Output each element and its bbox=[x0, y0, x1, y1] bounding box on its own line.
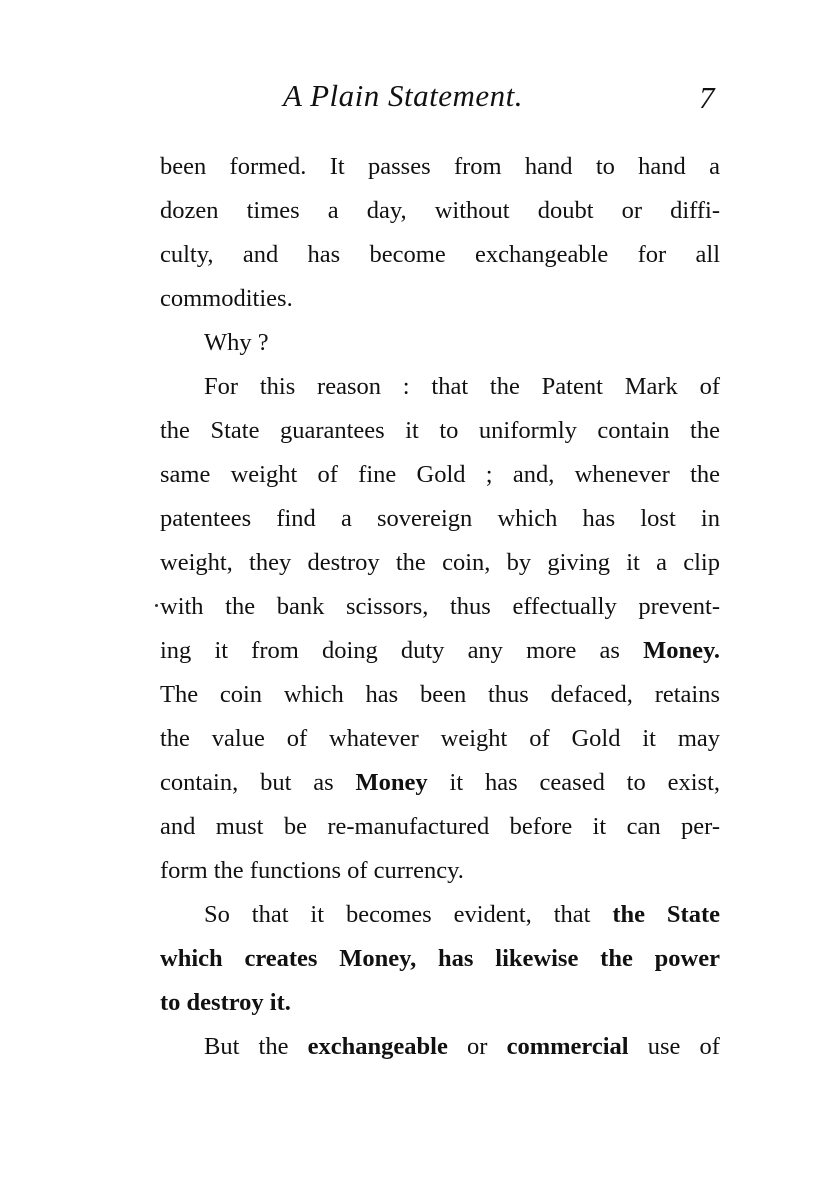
text-run: weight, they destroy the coin, by giving it a clip bbox=[160, 549, 720, 576]
text-line bbox=[160, 409, 720, 453]
bold-text-run: which creates Money, has likewise the power bbox=[160, 945, 720, 972]
text-line bbox=[160, 937, 720, 981]
text-run: But the bbox=[204, 1033, 308, 1060]
text-run: dozen times a day, without doubt or diffi- bbox=[160, 197, 720, 224]
text-line bbox=[160, 277, 720, 321]
text-run: with the bank scissors, thus effectually prevent- bbox=[160, 593, 720, 620]
running-title: A Plain Statement. bbox=[283, 78, 524, 113]
bold-text-run: to destroy it. bbox=[160, 989, 291, 1016]
text-line bbox=[160, 365, 720, 409]
text-line bbox=[160, 805, 720, 849]
text-run: For this reason : that the Patent Mark of bbox=[204, 373, 720, 400]
text-run: same weight of fine Gold ; and, whenever the bbox=[160, 461, 720, 488]
bold-text-run: Money. bbox=[643, 637, 720, 664]
text-run: the value of whatever weight of Gold it may bbox=[160, 725, 720, 752]
text-line bbox=[160, 1025, 720, 1069]
text-run: and must be re-manufactured before it can per- bbox=[160, 813, 720, 840]
text-line bbox=[160, 497, 720, 541]
print-speck bbox=[155, 604, 158, 607]
text-line bbox=[160, 321, 720, 365]
text-line bbox=[160, 453, 720, 497]
text-run: contain, but as bbox=[160, 769, 356, 796]
text-line bbox=[160, 849, 720, 893]
text-line bbox=[160, 233, 720, 277]
bold-text-run: Money bbox=[355, 769, 428, 796]
text-run: So that it becomes evident, that bbox=[204, 901, 613, 928]
text-run: Why ? bbox=[204, 329, 269, 356]
bold-text-run: exchangeable bbox=[307, 1033, 448, 1060]
text-run: or bbox=[447, 1033, 507, 1060]
text-run: been formed. It passes from hand to hand a bbox=[160, 153, 720, 180]
text-line bbox=[160, 717, 720, 761]
bold-text-run: commercial bbox=[506, 1033, 629, 1060]
text-line bbox=[160, 585, 720, 629]
text-run: the State guarantees it to uniformly contain the bbox=[160, 417, 720, 444]
text-run: culty, and has become exchangeable for all bbox=[160, 241, 720, 268]
text-line bbox=[160, 893, 720, 937]
text-run: it has ceased to exist, bbox=[427, 769, 720, 796]
text-line bbox=[160, 541, 720, 585]
text-run: ing it from doing duty any more as bbox=[160, 637, 644, 664]
page-number: 7 bbox=[699, 80, 715, 115]
text-run: form the functions of currency. bbox=[160, 857, 464, 884]
text-run: patentees find a sovereign which has lost in bbox=[160, 505, 720, 532]
text-run: The coin which has been thus defaced, retains bbox=[160, 681, 720, 708]
text-line bbox=[160, 981, 720, 1025]
text-line bbox=[160, 629, 720, 673]
text-run: use of bbox=[628, 1033, 720, 1060]
text-run: commodities. bbox=[160, 285, 293, 312]
text-line bbox=[160, 761, 720, 805]
bold-text-run: the State bbox=[612, 901, 720, 928]
text-line bbox=[160, 145, 720, 189]
text-line bbox=[160, 673, 720, 717]
text-line bbox=[160, 189, 720, 233]
